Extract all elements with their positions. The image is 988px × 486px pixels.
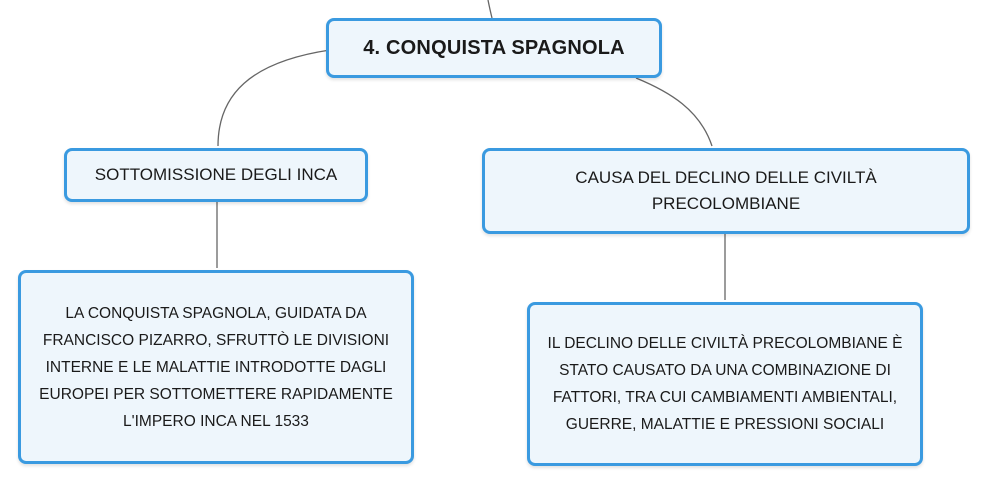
subtopic-sottomissione-inca[interactable] bbox=[64, 148, 368, 202]
subtopic-label: CAUSA DEL DECLINO DELLE CIVILTÀ PRECOLOMBIANE bbox=[575, 168, 877, 213]
subtopic-label: SOTTOMISSIONE DEGLI INCA bbox=[94, 165, 338, 184]
connector-root-to-right-topic bbox=[636, 78, 712, 146]
root-topic-label: 4. CONQUISTA SPAGNOLA bbox=[363, 36, 625, 59]
detail-text: LA CONQUISTA SPAGNOLA, GUIDATA DA FRANCISCO PIZARRO, SFRUTTÒ LE DIVISIONI INTERNE E LE MALATTIE INTRODOTTE DAGLI EUROPEI PER SOTTOMETTERE RAPIDAMENTE L'IMPERO INCA NEL 1533 bbox=[39, 304, 393, 430]
connector-root-to-left-topic bbox=[218, 50, 330, 146]
connector-parent-to-root bbox=[488, 0, 492, 18]
root-topic-node[interactable] bbox=[326, 18, 662, 78]
detail-node-conquista-pizarro[interactable] bbox=[18, 270, 414, 464]
subtopic-causa-declino[interactable] bbox=[482, 148, 970, 234]
detail-node-declino-civilta[interactable] bbox=[527, 302, 923, 466]
detail-text: IL DECLINO DELLE CIVILTÀ PRECOLOMBIANE È STATO CAUSATO DA UNA COMBINAZIONE DI FATTORI, TRA CUI CAMBIAMENTI AMBIENTALI, GUERRE, MALATTIE E PRESSIONI SOCIALI bbox=[547, 335, 903, 433]
